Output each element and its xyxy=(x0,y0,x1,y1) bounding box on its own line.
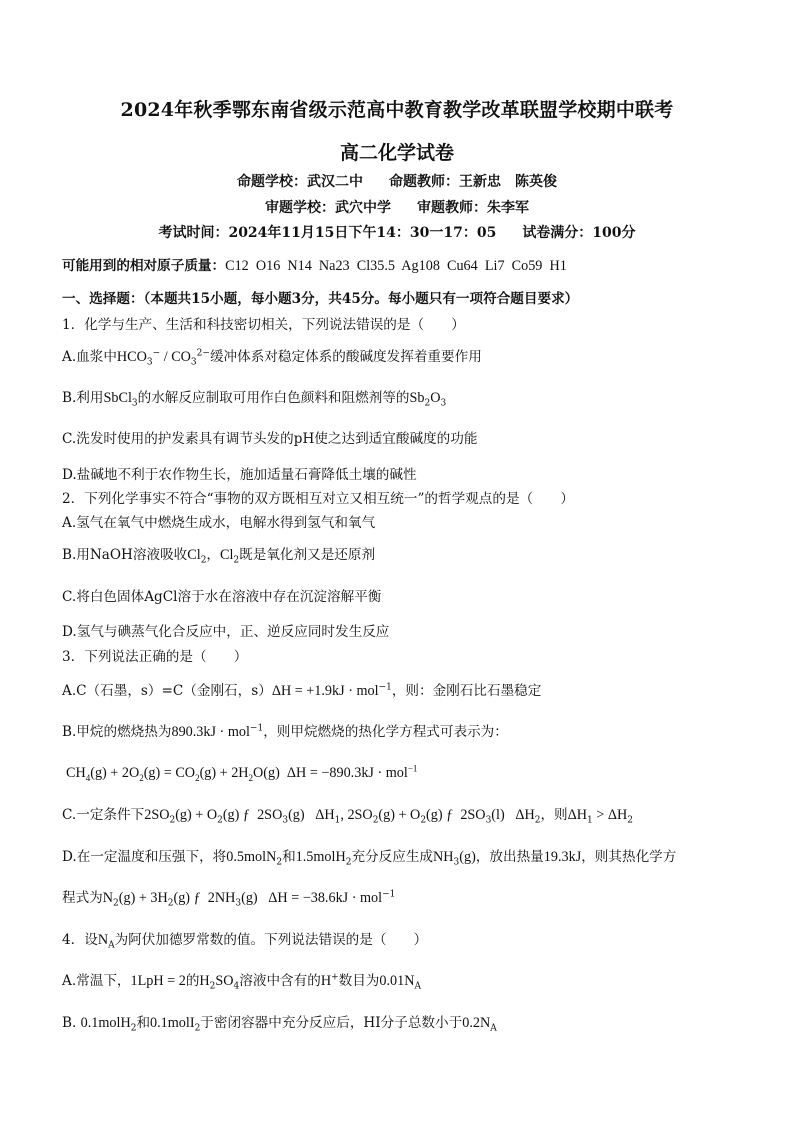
formula: (g) + O xyxy=(175,807,218,823)
subscript: 2 xyxy=(372,815,379,826)
option-text: A.C（石墨，s）=C（金刚石，s） xyxy=(62,683,272,699)
superscript: + xyxy=(331,972,339,983)
subscript: 3 xyxy=(146,357,153,368)
question-1-option-a xyxy=(62,348,482,366)
question-3-option-d xyxy=(62,848,676,866)
option-text: ， xyxy=(206,547,221,563)
subscript: 2 xyxy=(424,398,431,409)
formula: / CO xyxy=(160,349,191,365)
option-text: ，则其热化学方 xyxy=(581,849,677,865)
question-3-option-b xyxy=(62,723,508,741)
option-text: ，则 xyxy=(540,807,568,823)
reviewer-teacher: 审题教师：朱李军 xyxy=(417,200,529,216)
subscript: 3 xyxy=(453,857,460,868)
formula: (l) ΔH xyxy=(491,807,535,823)
formula: 1LpH = 2 xyxy=(130,973,186,989)
exam-time: 考试时间：2024年11月15日下午14：30一17：05 xyxy=(158,225,497,241)
question-3-stem: 3．下列说法正确的是（ ） xyxy=(62,649,248,665)
question-1-option-c: C.洗发时使用的护发素具有调节头发的pH使之达到适宜酸碱度的功能 xyxy=(62,431,478,447)
subscript: 2 xyxy=(627,815,633,826)
option-text: 的 xyxy=(185,973,200,989)
subscript: 2 xyxy=(209,981,216,992)
superscript: 2− xyxy=(196,348,210,359)
formula: NH xyxy=(433,849,454,865)
subscript: 3 xyxy=(440,398,447,409)
subscript: 2 xyxy=(167,898,174,909)
subscript: 3 xyxy=(190,357,197,368)
formula: Cl xyxy=(187,547,201,563)
option-text: 4．设 xyxy=(62,932,98,948)
formula: (g) + 3H xyxy=(118,890,168,906)
question-2-option-a: A.氢气在氧气中燃烧生成水，电解水得到氢气和氧气 xyxy=(62,515,376,531)
question-4-option-b xyxy=(62,1014,497,1032)
option-text: C.一定条件下 xyxy=(62,807,145,823)
option-text: 和 xyxy=(136,1015,151,1031)
formula: 0.1molI xyxy=(150,1015,195,1031)
formula: H xyxy=(199,973,210,989)
subscript: 4 xyxy=(233,981,240,992)
option-text: D.在一定温度和压强下，将 xyxy=(62,849,227,865)
subscript: 2 xyxy=(194,1023,201,1034)
option-text: B.用NaOH溶液吸收 xyxy=(62,547,188,563)
question-3-option-c xyxy=(62,806,633,824)
superscript: −1 xyxy=(382,889,396,900)
atomic-mass-label: 可能用到的相对原子质量： xyxy=(62,258,226,274)
formula: , 2SO xyxy=(340,807,373,823)
subscript: 2 xyxy=(233,555,240,566)
reviewer-line xyxy=(0,199,794,217)
question-1-stem: 1．化学与生产、生活和科技密切相关，下列说法错误的是（ ） xyxy=(62,317,465,333)
option-text: 数目为 xyxy=(338,973,380,989)
formula: 0.01N xyxy=(379,973,415,989)
full-score: 试卷满分：100分 xyxy=(522,225,636,241)
subscript: 2 xyxy=(200,555,207,566)
subscript: 2 xyxy=(276,857,283,868)
section-heading: 一、选择题：（本题共15小题，每小题3分，共45分。每小题只有一项符合题目要求） xyxy=(62,291,579,307)
formula: 0.2N xyxy=(462,1015,491,1031)
subscript: 3 xyxy=(235,898,242,909)
question-2-option-d: D.氢气与碘蒸气化合反应中，正、逆反应同时发生反应 xyxy=(62,624,390,640)
question-4-stem xyxy=(62,931,427,949)
superscript: − xyxy=(152,348,161,359)
formula: O xyxy=(430,390,441,406)
formula: Cl xyxy=(220,547,234,563)
formula: ΔH = +1.9kJ · mol xyxy=(271,683,379,699)
option-text: 既是氧化剂又是还原剂 xyxy=(239,547,376,563)
option-text: 缓冲体系对稳定体系的酸碱度发挥着重要作用 xyxy=(209,349,482,365)
setter-teacher: 命题教师：王新忠 陈英俊 xyxy=(389,174,557,190)
question-2-option-b xyxy=(62,546,375,564)
formula: (g) ΔH = −38.6kJ · mol xyxy=(241,890,383,906)
formula: (g) ƒ 2SO xyxy=(426,807,486,823)
subscript: 2 xyxy=(169,815,176,826)
option-text: 溶液中含有的 xyxy=(239,973,321,989)
question-2-stem: 2．下列化学事实不符合“事物的双方既相互对立又相互统一”的哲学观点的是（ ） xyxy=(62,491,574,507)
option-text: 程式为 xyxy=(62,890,103,906)
formula: 0.1molH xyxy=(80,1015,131,1031)
option-text: B.利用 xyxy=(62,390,104,406)
setter-school: 命题学校：武汉二中 xyxy=(237,174,363,190)
formula: O(g) ΔH = −890.3kJ · mol xyxy=(253,765,408,781)
formula: (g) ƒ 2NH xyxy=(173,890,236,906)
formula: N xyxy=(102,890,114,906)
subscript: 4 xyxy=(85,772,91,783)
formula: (g) = CO xyxy=(143,765,196,781)
subscript: 2 xyxy=(113,898,119,909)
formula: 19.3kJ xyxy=(543,849,582,865)
formula: N xyxy=(97,932,109,948)
subscript: A xyxy=(414,981,421,992)
formula: (g) ΔH xyxy=(288,807,335,823)
option-text: 充分反应生成 xyxy=(351,849,434,865)
option-text: B. xyxy=(62,1015,81,1031)
subscript: 2 xyxy=(345,857,352,868)
option-text: ，放出热量 xyxy=(475,849,544,865)
option-text: A.常温下， xyxy=(62,973,131,989)
formula: Sb xyxy=(409,390,425,406)
formula: (g) + O xyxy=(378,807,421,823)
option-text: 和 xyxy=(282,849,296,865)
subscript: 2 xyxy=(534,815,541,826)
formula: > ΔH xyxy=(592,807,628,823)
subscript: 2 xyxy=(420,815,427,826)
formula: 2SO xyxy=(144,807,170,823)
formula: (g) + 2H xyxy=(199,765,249,781)
exam-subtitle: 高二化学试卷 xyxy=(339,142,454,164)
subscript: 3 xyxy=(131,398,138,409)
question-4-option-a xyxy=(62,972,421,990)
subscript: 2 xyxy=(248,772,254,783)
formula: SbCl xyxy=(103,390,132,406)
exam-time-line xyxy=(0,224,794,242)
subscript: 3 xyxy=(485,815,492,826)
formula: ΔH xyxy=(567,807,587,823)
subscript: 3 xyxy=(282,815,289,826)
reviewer-school: 审题学校：武穴中学 xyxy=(265,200,391,216)
option-text: ，则：金刚石比石墨稳定 xyxy=(391,683,542,699)
superscript: −1 xyxy=(249,723,264,734)
subscript: A xyxy=(108,940,115,951)
subscript: 1 xyxy=(334,815,341,826)
question-1-option-b xyxy=(62,389,446,407)
formula: HCO xyxy=(116,349,147,365)
formula: (g) ƒ 2SO xyxy=(222,807,283,823)
superscript: −1 xyxy=(378,682,392,693)
formula: (g) + 2O xyxy=(90,765,140,781)
atomic-mass-line xyxy=(62,257,567,275)
option-text: A.血浆中 xyxy=(62,349,117,365)
exam-title: 2024年秋季鄂东南省级示范高中教育教学改革联盟学校期中联考 xyxy=(120,99,674,121)
option-text: ，则甲烷燃烧的热化学方程式可表示为： xyxy=(263,724,508,740)
subscript: 2 xyxy=(217,815,223,826)
question-2-option-c: C.将白色固体AgCl溶于水在溶液中存在沉淀溶解平衡 xyxy=(62,589,382,605)
question-3-equation xyxy=(66,764,417,782)
subscript: 1 xyxy=(587,815,593,826)
formula: 890.3kJ · mol xyxy=(171,724,250,740)
formula: 0.5molN xyxy=(226,849,277,865)
superscript: −1 xyxy=(407,763,418,774)
subscript: 2 xyxy=(139,772,144,783)
setter-line xyxy=(0,173,794,191)
option-text: 的水解反应制取可用作白色颜料和阻燃剂等的 xyxy=(137,390,410,406)
formula: CH xyxy=(66,765,86,781)
formula: (g) xyxy=(459,849,476,865)
subscript: A xyxy=(490,1023,497,1034)
formula: H xyxy=(320,973,332,989)
question-3-option-a xyxy=(62,682,541,700)
option-text: 为阿伏加德罗常数的值。下列说法错误的是（ ） xyxy=(114,932,428,948)
option-text: 于密闭容器中充分反应后，HI分子总数小于 xyxy=(200,1015,463,1031)
formula: SO xyxy=(215,973,234,989)
question-3-option-d-cont xyxy=(62,889,395,907)
subscript: 2 xyxy=(130,1023,137,1034)
subscript: 2 xyxy=(195,772,200,783)
option-text: B.甲烷的燃烧热为 xyxy=(62,724,172,740)
atomic-mass-values: C12 O16 N14 Na23 Cl35.5 Ag108 Cu64 Li7 Co59 H1 xyxy=(225,258,567,274)
question-1-option-d: D.盐碱地不利于农作物生长，施加适量石膏降低土壤的碱性 xyxy=(62,467,417,483)
formula: 1.5molH xyxy=(295,849,346,865)
